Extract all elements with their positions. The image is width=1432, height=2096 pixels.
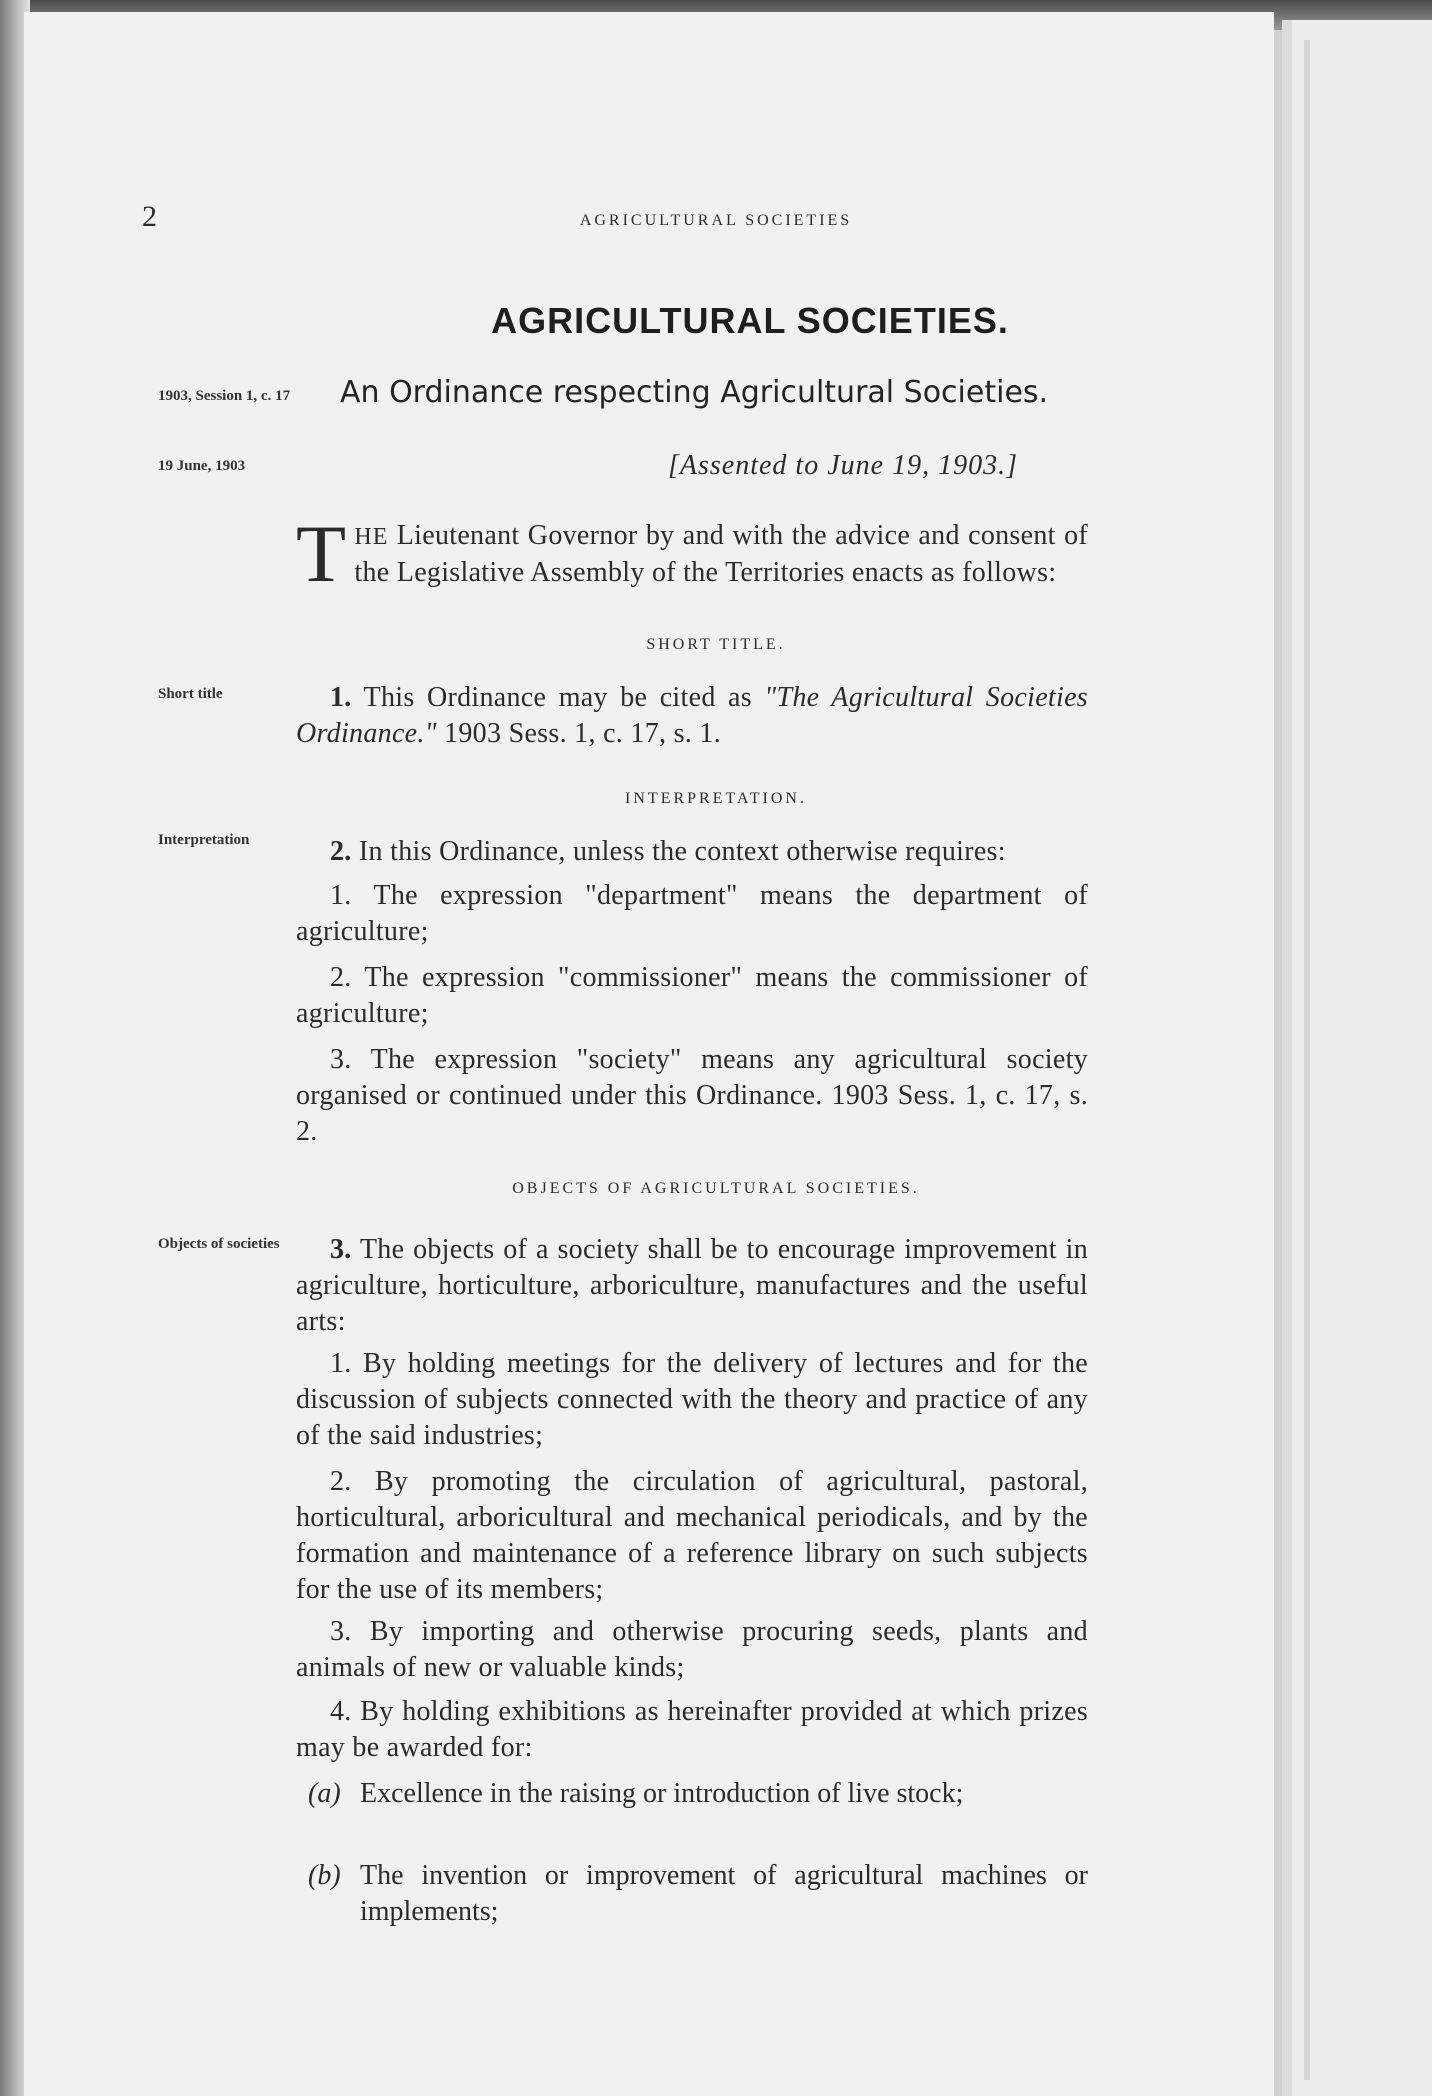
running-head: AGRICULTURAL SOCIETIES <box>579 212 853 229</box>
margin-date: 19 June, 1903 <box>158 458 246 474</box>
enacting-text: Lieutenant Governor by and with the advice and consent of the Legislative Assembly of the Territories enacts as follows: <box>354 520 1088 588</box>
section-text: In this Ordinance, unless the context otherwise requires: <box>351 836 1006 867</box>
subsection-3-4: 4. By holding exhibitions as hereinafter provided at which prizes may be awarded for: <box>296 1696 1088 1763</box>
page-number: 2 <box>142 200 157 233</box>
enacting-first-word: HE <box>354 524 389 550</box>
margin-short-title: Short title <box>158 686 223 702</box>
subsection-2-1: 1. The expression "department" means the department of agriculture; <box>296 880 1088 947</box>
heading-short-title: SHORT TITLE. <box>646 636 786 653</box>
margin-citation: 1903, Session 1, c. 17 <box>158 388 291 404</box>
heading-interpretation: INTERPRETATION. <box>625 790 807 807</box>
section-1 <box>296 680 1088 752</box>
subsection-3-3: 3. By importing and otherwise procuring seeds, plants and animals of new or valuable kinds; <box>296 1616 1088 1683</box>
section-number: 2. <box>330 836 352 867</box>
section-number: 3. <box>330 1234 352 1265</box>
section-reference: 1903 Sess. 1, c. 17, s. 1. <box>436 718 721 749</box>
clause-label: (a) <box>308 1778 341 1809</box>
heading-objects: OBJECTS OF AGRICULTURAL SOCIETIES. <box>512 1180 920 1197</box>
clause-text: The invention or improvement of agricultural machines or implements; <box>360 1860 1088 1927</box>
page-title: AGRICULTURAL SOCIETIES. <box>491 300 1009 341</box>
subsection-2-2: 2. The expression "commissioner" means the commissioner of agriculture; <box>296 962 1088 1029</box>
clause-a <box>308 1776 1088 1812</box>
margin-interpretation: Interpretation <box>158 832 250 848</box>
clause-label: (b) <box>308 1860 341 1891</box>
margin-objects: Objects of societies <box>158 1236 280 1252</box>
subsection-2-3: 3. The expression "society" means any agricultural society organised or continued under this Ordinance. 1903 Sess. 1, c. 17, s. 2. <box>296 1044 1088 1147</box>
section-3 <box>296 1232 1088 1340</box>
section-text: This Ordinance may be cited as <box>351 682 765 713</box>
assent-date: [Assented to June 19, 1903.] <box>668 450 1018 481</box>
enacting-clause <box>296 508 1088 599</box>
section-text: The objects of a society shall be to encourage improvement in agriculture, horticulture, arboriculture, manufactures and the useful arts: <box>296 1234 1088 1337</box>
citation-italic: "The Agricultural Societies Ordinance." <box>296 682 1089 749</box>
section-number: 1. <box>330 682 352 713</box>
subsection-3-1: 1. By holding meetings for the delivery of lectures and for the discussion of subjects connected with the theory and practice of any of the said industries; <box>296 1348 1088 1451</box>
subsection-3-2: 2. By promoting the circulation of agricultural, pastoral, horticultural, arboricultural and mechanical periodicals, and by the formation and maintenance of a reference library on such subjects for the use of its members; <box>296 1466 1088 1605</box>
ordinance-subtitle: An Ordinance respecting Agricultural Societies. <box>340 375 1049 410</box>
section-2 <box>296 834 1088 870</box>
clause-b <box>308 1858 1088 1930</box>
page-gutter <box>1304 40 1310 2080</box>
clause-text: Excellence in the raising or introduction of live stock; <box>360 1778 964 1809</box>
drop-cap: T <box>296 508 347 599</box>
